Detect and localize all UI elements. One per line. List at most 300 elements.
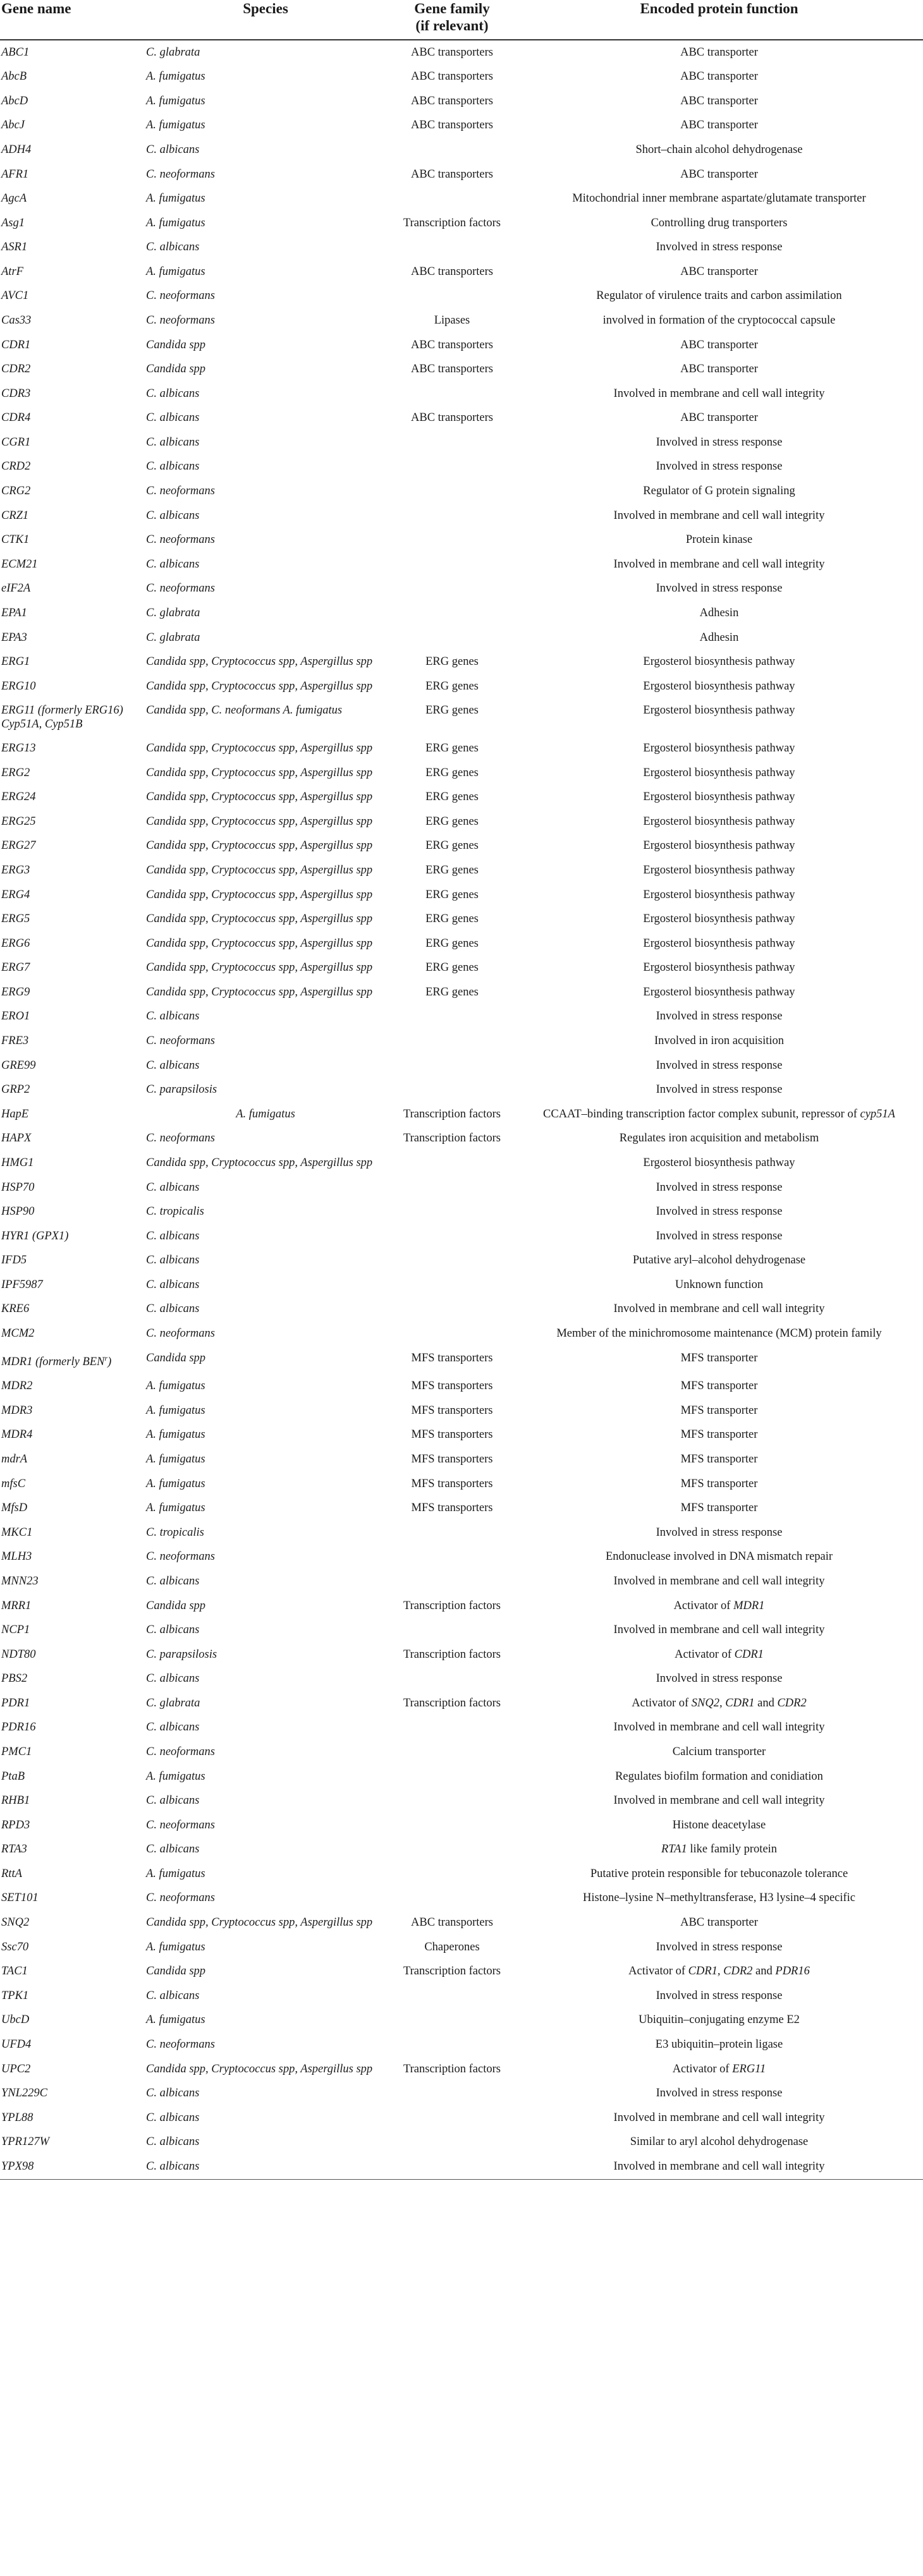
table-row bbox=[0, 1618, 923, 1643]
cell-gene-name bbox=[0, 699, 142, 737]
cell-species: C. glabrata bbox=[146, 1696, 200, 1710]
table-row bbox=[0, 674, 923, 699]
cell-protein-function bbox=[515, 1200, 923, 1224]
function-text: Activator of bbox=[672, 2062, 733, 2075]
function-text: Mitochondrial inner membrane aspartate/glutamate transporter bbox=[572, 192, 866, 205]
cell-gene-family bbox=[389, 2106, 515, 2130]
table-row bbox=[0, 858, 923, 883]
cell-species: C. neoformans bbox=[146, 2038, 215, 2051]
table-row bbox=[0, 1497, 923, 1521]
cell-gene-name bbox=[0, 236, 142, 260]
gene-name-text: YPX98 bbox=[1, 2160, 34, 2173]
table-row bbox=[0, 2057, 923, 2082]
function-text: Involved in stress response bbox=[656, 460, 783, 473]
cell-species: C. albicans bbox=[146, 1721, 200, 1734]
table-row bbox=[0, 1740, 923, 1765]
cell-gene-name bbox=[0, 1740, 142, 1765]
table-body bbox=[0, 40, 923, 2179]
cell-protein-function bbox=[515, 1813, 923, 1838]
function-text: ABC transporter bbox=[680, 265, 758, 278]
cell-protein-function bbox=[515, 1273, 923, 1297]
header-protein-function: Encoded protein function bbox=[515, 0, 923, 40]
gene-name-text: HSP90 bbox=[1, 1205, 35, 1218]
table-row bbox=[0, 1346, 923, 1375]
cell-protein-function bbox=[515, 1716, 923, 1741]
cell-gene-family bbox=[389, 2081, 515, 2106]
function-text: Regulates biofilm formation and conidiation bbox=[615, 1770, 823, 1783]
cell-protein-function bbox=[515, 528, 923, 553]
cell-species: C. neoformans bbox=[146, 1745, 215, 1758]
function-text: MFS transporter bbox=[680, 1404, 758, 1417]
function-text: Involved in iron acquisition bbox=[654, 1035, 784, 1048]
table-row bbox=[0, 1716, 923, 1741]
function-text: Involved in stress response bbox=[656, 1205, 783, 1218]
function-text: Ergosterol biosynthesis pathway bbox=[643, 961, 795, 975]
cell-gene-name bbox=[0, 2032, 142, 2057]
cell-protein-function bbox=[515, 858, 923, 883]
function-text: Ergosterol biosynthesis pathway bbox=[643, 791, 795, 804]
function-text: Short–chain alcohol dehydrogenase bbox=[635, 143, 803, 156]
function-text: Involved in stress response bbox=[656, 1010, 783, 1023]
cell-protein-function bbox=[515, 1447, 923, 1472]
cell-gene-name bbox=[0, 1005, 142, 1030]
gene-name-text: ERG1 bbox=[1, 655, 30, 669]
gene-name-text: eIF2A bbox=[1, 582, 31, 595]
cell-protein-function bbox=[515, 1321, 923, 1346]
gene-name-text: ASR1 bbox=[1, 241, 28, 254]
cell-gene-name bbox=[0, 2008, 142, 2033]
function-text: Regulates iron acquisition and metabolism bbox=[619, 1132, 819, 1145]
cell-gene-family: ERG genes bbox=[425, 888, 479, 901]
function-text: Involved in stress response bbox=[656, 582, 783, 595]
cell-species: Candida spp, Cryptococcus spp, Aspergillus spp bbox=[146, 864, 373, 877]
cell-gene-name bbox=[0, 528, 142, 553]
cell-gene-family bbox=[389, 2008, 515, 2033]
cell-gene-family bbox=[389, 2032, 515, 2057]
function-text: ABC transporter bbox=[680, 1916, 758, 1929]
gene-name-text: Cas33 bbox=[1, 314, 32, 327]
cell-gene-family bbox=[389, 552, 515, 577]
cell-gene-family bbox=[389, 186, 515, 211]
table-row bbox=[0, 1054, 923, 1078]
function-text: CCAAT–binding transcription factor complex subunit, repressor of cyp51A bbox=[543, 1107, 895, 1121]
cell-protein-function bbox=[515, 786, 923, 810]
table-row bbox=[0, 1838, 923, 1862]
cell-gene-family: ERG genes bbox=[425, 839, 479, 853]
cell-gene-name bbox=[0, 1521, 142, 1545]
cell-gene-family: ERG genes bbox=[425, 913, 479, 926]
cell-protein-function bbox=[515, 1399, 923, 1423]
cell-gene-name bbox=[0, 504, 142, 528]
cell-species: A. fumigatus bbox=[146, 1380, 205, 1393]
function-text: Putative protein responsible for tebuconazole tolerance bbox=[590, 1867, 848, 1880]
table-row bbox=[0, 186, 923, 211]
cell-protein-function bbox=[515, 114, 923, 138]
cell-protein-function bbox=[515, 552, 923, 577]
cell-protein-function bbox=[515, 1297, 923, 1322]
cell-gene-family: ERG genes bbox=[425, 704, 479, 717]
cell-species: Candida spp, Cryptococcus spp, Aspergillus spp bbox=[146, 888, 373, 901]
table-row bbox=[0, 1102, 923, 1127]
cell-gene-name bbox=[0, 1960, 142, 1984]
table-row bbox=[0, 1423, 923, 1448]
cell-gene-name bbox=[0, 162, 142, 187]
cell-gene-family bbox=[389, 601, 515, 626]
function-text: ABC transporter bbox=[680, 119, 758, 132]
function-text: Involved in membrane and cell wall integrity bbox=[613, 387, 825, 400]
gene-name-text: RPD3 bbox=[1, 1818, 30, 1832]
function-text: CDR1, CDR2 bbox=[688, 1965, 753, 1978]
cell-gene-name bbox=[0, 358, 142, 382]
function-gene-symbol: cyp51A bbox=[860, 1107, 895, 1121]
cell-protein-function bbox=[515, 1127, 923, 1151]
cell-gene-family bbox=[389, 1176, 515, 1200]
gene-name-text: PtaB bbox=[1, 1770, 25, 1783]
table-row bbox=[0, 504, 923, 528]
table-row bbox=[0, 406, 923, 431]
cell-gene-family: MFS transporters bbox=[411, 1453, 493, 1466]
cell-gene-family: Transcription factors bbox=[403, 1696, 501, 1710]
function-text: Involved in membrane and cell wall integrity bbox=[613, 2111, 825, 2124]
table-row bbox=[0, 1521, 923, 1545]
cell-species: Candida spp bbox=[146, 1351, 206, 1364]
gene-name-text: AbcJ bbox=[1, 119, 25, 132]
function-text: Ergosterol biosynthesis pathway bbox=[643, 937, 795, 950]
function-text: Ergosterol biosynthesis pathway bbox=[643, 766, 795, 779]
gene-name-text: Ssc70 bbox=[1, 1940, 29, 1953]
function-text: ABC transporter bbox=[680, 363, 758, 376]
cell-gene-family: Transcription factors bbox=[403, 216, 501, 229]
cell-protein-function bbox=[515, 1078, 923, 1103]
cell-species: C. albicans bbox=[146, 2087, 200, 2100]
cell-protein-function bbox=[515, 601, 923, 626]
gene-name-text: MCM2 bbox=[1, 1327, 35, 1340]
gene-name-text: KRE6 bbox=[1, 1303, 30, 1316]
cell-species: C. albicans bbox=[146, 241, 200, 254]
table-row bbox=[0, 883, 923, 908]
cell-gene-family: ABC transporters bbox=[411, 338, 493, 351]
gene-name-text: CDR2 bbox=[1, 363, 31, 376]
gene-name-text: IFD5 bbox=[1, 1254, 27, 1267]
function-text: Involved in stress response bbox=[656, 1083, 783, 1097]
table-row bbox=[0, 308, 923, 333]
table-row bbox=[0, 1911, 923, 1935]
cell-protein-function bbox=[515, 1249, 923, 1273]
cell-species: Candida spp, Cryptococcus spp, Aspergillus spp bbox=[146, 937, 373, 950]
table-row bbox=[0, 1176, 923, 1200]
table-row bbox=[0, 577, 923, 602]
cell-gene-name bbox=[0, 2130, 142, 2155]
cell-protein-function bbox=[515, 1472, 923, 1497]
gene-name-text: MNN23 bbox=[1, 1574, 39, 1588]
function-text: ABC transporter bbox=[680, 94, 758, 107]
table-row bbox=[0, 1005, 923, 1030]
gene-name-text: IPF5987 bbox=[1, 1278, 43, 1291]
cell-gene-family: MFS transporters bbox=[411, 1477, 493, 1490]
function-text: Adhesin bbox=[699, 606, 739, 619]
gene-name-text: GRE99 bbox=[1, 1059, 36, 1072]
cell-gene-family bbox=[389, 1740, 515, 1765]
cell-gene-name bbox=[0, 1594, 142, 1619]
cell-species: A. fumigatus bbox=[146, 70, 205, 83]
cell-gene-family bbox=[389, 1618, 515, 1643]
gene-name-text: CTK1 bbox=[1, 533, 30, 547]
table-row bbox=[0, 382, 923, 406]
table-row bbox=[0, 284, 923, 309]
cell-protein-function bbox=[515, 40, 923, 65]
cell-species: Candida spp bbox=[146, 363, 206, 376]
cell-protein-function bbox=[515, 2008, 923, 2033]
function-text: Ergosterol biosynthesis pathway bbox=[643, 985, 795, 999]
table-row bbox=[0, 834, 923, 859]
function-text: Ergosterol biosynthesis pathway bbox=[643, 679, 795, 693]
cell-species: A. fumigatus bbox=[146, 216, 205, 229]
cell-protein-function bbox=[515, 284, 923, 309]
cell-gene-name bbox=[0, 1127, 142, 1151]
function-text: MFS transporter bbox=[680, 1428, 758, 1442]
cell-gene-family bbox=[389, 1813, 515, 1838]
cell-gene-family: ERG genes bbox=[425, 655, 479, 669]
gene-name-text: ERO1 bbox=[1, 1010, 30, 1023]
cell-protein-function bbox=[515, 1886, 923, 1911]
cell-protein-function bbox=[515, 1151, 923, 1176]
gene-name-text: ERG2 bbox=[1, 766, 30, 779]
table-row bbox=[0, 1399, 923, 1423]
gene-name-text: ERG25 bbox=[1, 815, 36, 828]
table-row bbox=[0, 1273, 923, 1297]
cell-protein-function bbox=[515, 1423, 923, 1448]
function-text: Involved in membrane and cell wall integrity bbox=[613, 509, 825, 522]
function-text: Activator of bbox=[632, 1696, 692, 1710]
table-row bbox=[0, 552, 923, 577]
table-row bbox=[0, 211, 923, 236]
cell-protein-function bbox=[515, 1005, 923, 1030]
cell-gene-name bbox=[0, 858, 142, 883]
table-row bbox=[0, 1886, 923, 1911]
table-row bbox=[0, 1447, 923, 1472]
cell-species: C. albicans bbox=[146, 1843, 200, 1856]
cell-protein-function bbox=[515, 504, 923, 528]
function-text: Involved in membrane and cell wall integrity bbox=[613, 1721, 825, 1734]
cell-protein-function bbox=[515, 89, 923, 114]
cell-species: C. albicans bbox=[146, 1624, 200, 1637]
cell-species: C. neoformans bbox=[146, 533, 215, 547]
cell-gene-family bbox=[389, 138, 515, 162]
cell-species: C. albicans bbox=[146, 509, 200, 522]
function-text: Endonuclease involved in DNA mismatch repair bbox=[605, 1550, 833, 1564]
cell-species: Candida spp, Cryptococcus spp, Aspergillus spp bbox=[146, 913, 373, 926]
table-row bbox=[0, 1321, 923, 1346]
cell-species: C. albicans bbox=[146, 1059, 200, 1072]
header-gene-family bbox=[389, 0, 515, 40]
cell-protein-function bbox=[515, 138, 923, 162]
function-text: Ergosterol biosynthesis pathway bbox=[643, 864, 795, 877]
table-row bbox=[0, 260, 923, 284]
cell-species: C. albicans bbox=[146, 557, 200, 571]
function-text: MDR1 bbox=[733, 1599, 765, 1612]
table-row bbox=[0, 932, 923, 956]
function-text: SNQ2, CDR1 bbox=[691, 1696, 755, 1710]
gene-name-tail: ) bbox=[107, 1355, 112, 1368]
function-text: MFS transporter bbox=[680, 1502, 758, 1515]
gene-name-text: PBS2 bbox=[1, 1672, 28, 1686]
cell-gene-name bbox=[0, 2057, 142, 2082]
header-gene-name: Gene name bbox=[0, 0, 142, 40]
cell-protein-function bbox=[515, 211, 923, 236]
cell-gene-family bbox=[389, 2154, 515, 2179]
cell-gene-family bbox=[389, 1545, 515, 1570]
cell-species: Candida spp, Cryptococcus spp, Aspergillus spp bbox=[146, 961, 373, 975]
table-row bbox=[0, 333, 923, 358]
cell-protein-function bbox=[515, 761, 923, 786]
cell-species: A. fumigatus bbox=[236, 1107, 295, 1121]
cell-gene-family bbox=[389, 626, 515, 650]
gene-name-text: MKC1 bbox=[1, 1526, 33, 1539]
cell-gene-family bbox=[389, 2130, 515, 2155]
cell-gene-family: ABC transporters bbox=[411, 265, 493, 278]
cell-gene-family: Transcription factors bbox=[403, 1965, 501, 1978]
cell-gene-family: ABC transporters bbox=[411, 70, 493, 83]
cell-gene-family: ERG genes bbox=[425, 815, 479, 828]
cell-protein-function bbox=[515, 1521, 923, 1545]
cell-gene-family: ERG genes bbox=[425, 961, 479, 975]
cell-gene-name bbox=[0, 114, 142, 138]
function-text: Activator of bbox=[628, 1965, 688, 1978]
cell-protein-function bbox=[515, 1911, 923, 1935]
cell-protein-function bbox=[515, 674, 923, 699]
cell-protein-function bbox=[515, 2032, 923, 2057]
cell-protein-function bbox=[515, 1935, 923, 1960]
table-row bbox=[0, 1472, 923, 1497]
cell-protein-function bbox=[515, 479, 923, 504]
cell-gene-name bbox=[0, 1838, 142, 1862]
cell-species: A. fumigatus bbox=[146, 1477, 205, 1490]
cell-gene-family: ERG genes bbox=[425, 679, 479, 693]
cell-species: C. albicans bbox=[146, 2136, 200, 2149]
cell-gene-family: ERG genes bbox=[425, 985, 479, 999]
cell-protein-function bbox=[515, 932, 923, 956]
cell-gene-name bbox=[0, 1691, 142, 1716]
cell-gene-family bbox=[389, 430, 515, 455]
header-gene-family-line1: Gene family bbox=[414, 1, 490, 16]
cell-gene-family bbox=[389, 1984, 515, 2008]
table-header bbox=[0, 0, 923, 40]
cell-species: A. fumigatus bbox=[146, 1404, 205, 1417]
cell-species: C. neoformans bbox=[146, 289, 215, 303]
function-text: Ergosterol biosynthesis pathway bbox=[643, 815, 795, 828]
table-row bbox=[0, 430, 923, 455]
gene-name-text: UbcD bbox=[1, 2014, 30, 2027]
cell-species: C. neoformans bbox=[146, 1818, 215, 1832]
cell-gene-family bbox=[389, 1297, 515, 1322]
table-row bbox=[0, 1691, 923, 1716]
cell-species: C. albicans bbox=[146, 1303, 200, 1316]
cell-gene-family bbox=[389, 1765, 515, 1789]
function-text: and bbox=[752, 1965, 776, 1978]
cell-protein-function bbox=[515, 382, 923, 406]
cell-gene-name bbox=[0, 1054, 142, 1078]
cell-species: A. fumigatus bbox=[146, 1453, 205, 1466]
cell-gene-family bbox=[389, 1321, 515, 1346]
cell-gene-name bbox=[0, 211, 142, 236]
table-row bbox=[0, 761, 923, 786]
gene-name-text: MDR3 bbox=[1, 1404, 33, 1417]
cell-species: Candida spp, Cryptococcus spp, Aspergillus spp bbox=[146, 1916, 373, 1929]
cell-species: C. glabrata bbox=[146, 631, 200, 644]
table-row bbox=[0, 65, 923, 90]
cell-protein-function bbox=[515, 2154, 923, 2179]
cell-species: A. fumigatus bbox=[146, 1428, 205, 1442]
cell-gene-family: Lipases bbox=[434, 314, 470, 327]
gene-name-text: PDR16 bbox=[1, 1721, 36, 1734]
cell-species: C. albicans bbox=[146, 411, 200, 425]
cell-gene-family bbox=[389, 1569, 515, 1594]
cell-gene-name bbox=[0, 1273, 142, 1297]
cell-gene-name bbox=[0, 786, 142, 810]
gene-name-text: ERG10 bbox=[1, 679, 36, 693]
gene-name-text: YPR127W bbox=[1, 2136, 50, 2149]
function-text: Involved in stress response bbox=[656, 1526, 783, 1539]
table-row bbox=[0, 40, 923, 65]
cell-gene-name bbox=[0, 626, 142, 650]
table-row bbox=[0, 1960, 923, 1984]
cell-gene-name bbox=[0, 834, 142, 859]
function-text: Ergosterol biosynthesis pathway bbox=[643, 655, 795, 669]
gene-name-text: AbcB bbox=[1, 70, 27, 83]
table-row bbox=[0, 1127, 923, 1151]
table-row bbox=[0, 1667, 923, 1692]
cell-gene-name bbox=[0, 260, 142, 284]
cell-gene-name bbox=[0, 1667, 142, 1692]
cell-species: A. fumigatus bbox=[146, 1867, 205, 1880]
cell-gene-name bbox=[0, 1472, 142, 1497]
cell-gene-name bbox=[0, 552, 142, 577]
cell-gene-name bbox=[0, 1078, 142, 1103]
gene-name-text: ABC1 bbox=[1, 46, 30, 59]
cell-species: Candida spp bbox=[146, 1965, 206, 1978]
cell-species: Candida spp, Cryptococcus spp, Aspergillus spp bbox=[146, 815, 373, 828]
cell-gene-family: MFS transporters bbox=[411, 1380, 493, 1393]
cell-species: A. fumigatus bbox=[146, 1502, 205, 1515]
function-text: MFS transporter bbox=[680, 1477, 758, 1490]
cell-protein-function bbox=[515, 2106, 923, 2130]
table-row bbox=[0, 626, 923, 650]
table-row bbox=[0, 1862, 923, 1886]
gene-name-text: CDR3 bbox=[1, 387, 31, 400]
cell-gene-name bbox=[0, 1249, 142, 1273]
table-row bbox=[0, 1935, 923, 1960]
cell-gene-name bbox=[0, 455, 142, 480]
table-row bbox=[0, 528, 923, 553]
cell-protein-function bbox=[515, 1375, 923, 1399]
cell-gene-name bbox=[0, 674, 142, 699]
function-text: ABC transporter bbox=[680, 411, 758, 425]
function-text: like family protein bbox=[687, 1843, 778, 1856]
table-row bbox=[0, 1200, 923, 1224]
function-text: Ergosterol biosynthesis pathway bbox=[643, 888, 795, 901]
cell-gene-family: ABC transporters bbox=[411, 1916, 493, 1929]
cell-gene-family bbox=[389, 1151, 515, 1176]
gene-name-text: YNL229C bbox=[1, 2087, 48, 2100]
cell-gene-name bbox=[0, 430, 142, 455]
cell-gene-family: ERG genes bbox=[425, 791, 479, 804]
cell-gene-family bbox=[389, 1054, 515, 1078]
table-row bbox=[0, 1224, 923, 1249]
gene-name-superscript: r bbox=[104, 1353, 108, 1363]
cell-gene-name bbox=[0, 308, 142, 333]
table-row bbox=[0, 114, 923, 138]
cell-gene-family: MFS transporters bbox=[411, 1502, 493, 1515]
